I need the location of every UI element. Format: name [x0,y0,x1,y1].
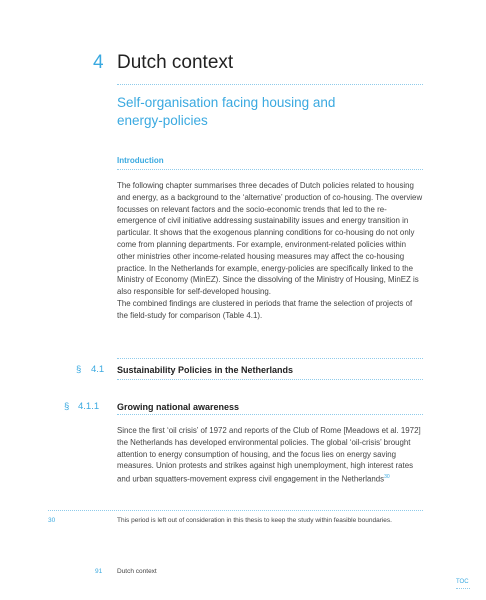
subsection-number: 4.1.1 [78,401,100,412]
introduction-text-2: The combined findings are clustered in periods that frame the selection of projects of the field-study for comparison (Table 4.1). [117,298,413,320]
section-title: Sustainability Policies in the Netherlands [117,365,294,375]
chapter-title: Dutch context [117,52,234,73]
subsection-title: Growing national awareness [117,402,240,412]
chapter-number: 4 [93,52,104,73]
toc-underline [456,588,470,589]
running-head: Dutch context [117,568,157,575]
subsection-symbol: § [64,401,70,412]
introduction-text-1: The following chapter summarises three decades of Dutch policies related to housing and energy, as a background to the ‘alternative’ production of co-housing. The overview focusses on relevant factors and the socio-economic trends that led to the re-emergence of civil initiative addressing sustainability issues and energy transition in particular. It shows that the exogenous planning conditions for co-housing do not only come from planning departments. For example, environment-related policies within other ministries other income-related housing measures may affect the co-housing practice. In the Netherlands for example, energy-policies are specifically linked to the Ministry of Economy (MinEZ). Since the dissolving of the Ministry of Housing, MinEZ is also responsible for self-developed housing. [117,181,423,297]
chapter-subtitle: Self-organisation facing housing and energy-policies [117,95,336,128]
section-4-1-bottom-divider [117,379,423,380]
section-4-1-top-divider [117,358,423,359]
subsection-text: Since the first ‘oil crisis’ of 1972 and reports of the Club of Rome [Meadows et al. 1972] the Netherlands has developed environmental policies. The global ‘oil-crisis’ brought attention to energy consumption of housing, and the focus lies on energy saving measures. Union protests and strikes against high unemployment, high interest rates and urban squatters-movement express civil engagement in the Netherlands [117,426,421,484]
page-number: 91 [95,568,103,575]
section-number: 4.1 [91,364,105,375]
section-symbol: § [76,364,82,375]
footnote-reference[interactable]: 30 [384,474,390,481]
toc-link[interactable]: TOC [456,579,469,585]
introduction-divider [117,169,423,170]
footnote-number: 30 [48,517,56,524]
footnote-divider [48,510,423,511]
introduction-heading: Introduction [117,156,164,165]
footnote-text: This period is left out of consideration in this thesis to keep the study within feasible boundaries. [117,517,392,524]
subsection-divider [117,414,423,415]
subsection-paragraph [117,425,425,486]
introduction-paragraph [117,180,425,322]
title-divider [117,84,423,85]
